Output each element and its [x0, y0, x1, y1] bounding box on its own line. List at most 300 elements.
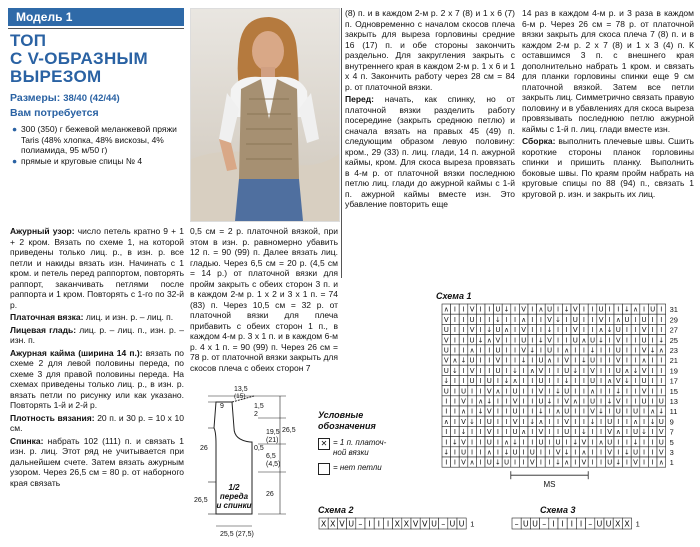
chart-cell [485, 355, 494, 365]
chart-cell [485, 406, 494, 416]
dim-15: (15) [234, 393, 246, 400]
svg-text:∧: ∧ [512, 377, 518, 386]
svg-text:I: I [514, 346, 517, 355]
svg-text:I: I [591, 448, 594, 457]
legend-title-1: Условные [318, 410, 364, 420]
empty-cell-icon [318, 463, 330, 475]
svg-text:I: I [600, 458, 603, 467]
chart-cell [648, 396, 657, 406]
svg-text:I: I [625, 458, 628, 467]
svg-text:U: U [495, 305, 501, 314]
chart-cell [588, 304, 597, 314]
svg-text:I: I [565, 315, 568, 324]
chart-cell [485, 345, 494, 355]
svg-text:∧: ∧ [581, 448, 587, 457]
svg-text:V: V [495, 356, 501, 365]
svg-text:V: V [461, 417, 466, 426]
chart-cell [657, 335, 666, 345]
chart-cell [588, 386, 597, 396]
azh-paragraph [10, 226, 184, 310]
svg-text:I: I [561, 519, 564, 529]
bullet-icon: ● [12, 155, 18, 166]
chart-cell [648, 416, 657, 426]
svg-text:U: U [469, 336, 475, 345]
svg-text:I: I [514, 315, 517, 324]
chart-cell [571, 386, 580, 396]
chart-cell [648, 426, 657, 436]
chart-cell [631, 335, 640, 345]
legend-item-1-text-a: = 1 п. платоч- [333, 438, 387, 447]
svg-text:↓: ↓ [503, 377, 510, 386]
dim-26a: 26 [200, 445, 208, 452]
chart-cell [648, 324, 657, 334]
svg-text:I: I [522, 377, 525, 386]
chart-cell [411, 518, 420, 529]
chart-cell [545, 375, 554, 385]
chart-cell [545, 345, 554, 355]
chart-cell [459, 335, 468, 345]
chart-cell [605, 447, 614, 457]
schema-1-grid [440, 302, 694, 502]
chart-cell [580, 355, 589, 365]
chart-cell [623, 324, 632, 334]
svg-text:V: V [615, 356, 621, 365]
chart-cell [511, 437, 520, 447]
chart-cell [605, 457, 614, 467]
svg-text:↓: ↓ [623, 448, 630, 457]
column-1-text [10, 226, 184, 490]
svg-text:∧: ∧ [624, 366, 630, 375]
col3-paragraph-1: (8) п. и в каждом 2-м р. 2 х 7 (8) и 1 х 6 (7) п. Одновременно с началом скосов плеча закрыть для выреза горловины средние 16 (17) п. и обе стороны закончить раздельно. Для закругления закрыть с внутреннего края в каждом 2-м р. 1 х 6 и 1 х 4 п. Закончить работу через 28 см = 84 р. от платочной вязки. [345, 8, 515, 92]
svg-text:I: I [522, 417, 525, 426]
chart-cell [631, 355, 640, 365]
svg-text:I: I [565, 326, 568, 335]
chart-cell [448, 518, 457, 529]
svg-text:U: U [650, 305, 656, 314]
svg-text:U: U [486, 438, 492, 447]
svg-text:I: I [514, 305, 517, 314]
svg-text:U: U [632, 448, 639, 457]
chart-cell [562, 447, 571, 457]
chart-cell [545, 304, 554, 314]
chart-cell [571, 324, 580, 334]
chart-cell [623, 457, 632, 467]
svg-text:I: I [591, 428, 594, 437]
chart-cell [528, 355, 537, 365]
chart-cell [356, 518, 365, 529]
chart-cell [657, 365, 666, 375]
svg-text:U: U [598, 305, 604, 314]
svg-text:U: U [495, 326, 501, 335]
svg-text:↓: ↓ [486, 397, 493, 406]
chart-cell [605, 355, 614, 365]
chart-cell [640, 375, 649, 385]
svg-text:I: I [574, 356, 577, 365]
svg-text:I: I [471, 397, 474, 406]
azh-text: число петель кратно 9 + 1 + 2 кром. Вязать по схеме 1, на которой приведены только лиц. р., в изн. р. все петли и накиды вязать изн. Начинать с 1 кром. и петель перед раппортом, повторять раппорт, заканчивать петлями после раппорта и 1 кром. Повторять с 1-го по 32-й р. [10, 226, 184, 310]
row-label: 29 [669, 315, 678, 325]
row-label: 17 [669, 376, 678, 386]
chart-cell [511, 386, 520, 396]
svg-text:↓: ↓ [649, 417, 656, 426]
chart-cell [623, 437, 632, 447]
svg-text:I: I [488, 305, 491, 314]
svg-text:V: V [572, 305, 578, 314]
chart-cell [631, 386, 640, 396]
svg-text:I: I [582, 346, 585, 355]
pered-text: начать, как спинку, но от платочной вязки разделить работу посередине (закрыть среднюю петлю) и сначала вязать на правых 45 (49) п. следующим образом левую половину: кром., 29 (33) п. лиц. глади, 14 п. ажурной каймы, кром. Для скоса выреза провязать в 4-м р. от платочной вязки последнюю петлю лиц. глади до ажурной каймы с 1-й п. ажурной каймы вместе изн. Это убавление повторить еще [345, 94, 515, 209]
chart-cell [562, 457, 571, 467]
chart-cell [537, 447, 546, 457]
chart-cell [476, 304, 485, 314]
svg-text:↓: ↓ [537, 407, 544, 416]
svg-text:U: U [658, 397, 664, 406]
materials-needles-row [12, 156, 178, 167]
materials-yarn-row [12, 124, 178, 156]
svg-text:I: I [522, 366, 525, 375]
row-label: 5 [669, 437, 674, 447]
chart-cell [494, 416, 503, 426]
chart-cell [451, 304, 460, 314]
svg-text:I: I [651, 428, 654, 437]
svg-text:I: I [471, 407, 474, 416]
svg-text:V: V [615, 397, 621, 406]
svg-text:I: I [479, 438, 482, 447]
svg-text:I: I [522, 448, 525, 457]
chart-cell [571, 345, 580, 355]
chart-cell [528, 406, 537, 416]
chart-cell [459, 365, 468, 375]
cross-cell-icon: ✕ [318, 438, 330, 450]
chart-cell [580, 447, 589, 457]
svg-text:U: U [589, 336, 596, 345]
chart-cell [451, 375, 460, 385]
chart-cell [588, 375, 597, 385]
svg-text:I: I [643, 458, 646, 467]
chart-cell [494, 324, 503, 334]
chart-cell [623, 426, 632, 436]
chart-cell [597, 457, 606, 467]
chart-cell [451, 447, 460, 457]
chart-cell [631, 396, 640, 406]
kaima-paragraph [10, 348, 184, 411]
svg-text:I: I [552, 519, 555, 529]
svg-text:I: I [634, 397, 637, 406]
svg-text:↓: ↓ [589, 346, 596, 355]
chart-cell [485, 314, 494, 324]
chart-cell [571, 406, 580, 416]
chart-cell [502, 386, 511, 396]
chart-cell [631, 406, 640, 416]
chart-cell [519, 406, 528, 416]
chart-cell [588, 335, 597, 345]
chart-cell [528, 416, 537, 426]
chart-cell [459, 396, 468, 406]
chart-cell [657, 355, 666, 365]
svg-text:I: I [651, 326, 654, 335]
svg-text:∧: ∧ [641, 356, 647, 365]
chart-cell [571, 365, 580, 375]
chart-cell [549, 518, 558, 529]
svg-text:V: V [641, 326, 647, 335]
chart-cell [614, 426, 623, 436]
chart-cell [519, 355, 528, 365]
svg-text:I: I [651, 315, 654, 324]
chart-cell [614, 406, 623, 416]
chart-cell [459, 457, 468, 467]
svg-text:I: I [505, 336, 508, 345]
chart-cell [459, 426, 468, 436]
chart-cell [571, 314, 580, 324]
svg-text:I: I [570, 519, 573, 529]
svg-text:I: I [643, 417, 646, 426]
chart-cell [451, 396, 460, 406]
svg-text:I: I [471, 428, 474, 437]
svg-text:V: V [521, 305, 527, 314]
chart-cell [476, 396, 485, 406]
svg-text:I: I [462, 305, 465, 314]
chart-cell [604, 518, 613, 529]
svg-text:∧: ∧ [486, 336, 492, 345]
chart-cell [595, 518, 604, 529]
chart-cell [468, 406, 477, 416]
svg-text:V: V [538, 428, 544, 437]
svg-text:I: I [600, 366, 603, 375]
svg-text:I: I [531, 326, 534, 335]
svg-text:I: I [445, 428, 448, 437]
svg-text:U: U [443, 326, 449, 335]
sizes-value: 38/40 (42/44) [63, 93, 120, 104]
svg-text:V: V [412, 519, 419, 529]
chart-cell [562, 416, 571, 426]
chart-cell [502, 375, 511, 385]
svg-text:U: U [564, 366, 570, 375]
chart-cell [640, 437, 649, 447]
chart-cell [640, 304, 649, 314]
svg-text:V: V [538, 387, 544, 396]
chart-cell [588, 416, 597, 426]
svg-text:I: I [557, 366, 560, 375]
chart-cell [468, 426, 477, 436]
chart-cell [468, 345, 477, 355]
chart-cell [494, 406, 503, 416]
kaima-text: вязать по схеме 2 для левой половины переда, по схеме 3 для правой половины переда. На схемах приведены только лиц. р., в изн. р. вязать петли по рисунку или как указано. Повторять 1-й и 2-й р. [10, 347, 184, 410]
svg-text:V: V [443, 315, 449, 324]
chart-cell [494, 365, 503, 375]
chart-cell [442, 314, 451, 324]
svg-text:∧: ∧ [469, 346, 475, 355]
chart-cell [648, 365, 657, 375]
svg-text:U: U [572, 336, 578, 345]
chart-cell [511, 314, 520, 324]
svg-text:U: U [605, 519, 612, 529]
chart-cell [519, 314, 528, 324]
chart-cell [537, 396, 546, 406]
svg-text:I: I [600, 356, 603, 365]
svg-text:I: I [625, 407, 628, 416]
svg-text:I: I [608, 336, 611, 345]
svg-text:U: U [460, 387, 467, 396]
svg-text:↓: ↓ [563, 448, 570, 457]
svg-text:I: I [625, 387, 628, 396]
dim-13-5: 13,5 [234, 386, 248, 393]
svg-text:↓: ↓ [649, 346, 656, 355]
svg-text:U: U [495, 346, 501, 355]
svg-text:U: U [532, 519, 538, 529]
svg-text:I: I [453, 346, 456, 355]
chart-cell [640, 365, 649, 375]
column-3-text [345, 8, 515, 212]
svg-text:I: I [488, 315, 491, 324]
svg-text:U: U [538, 438, 544, 447]
svg-text:↓: ↓ [512, 438, 519, 447]
svg-text:I: I [445, 438, 448, 447]
chart-cell [588, 365, 597, 375]
chart-cell [328, 518, 337, 529]
chart-cell [494, 426, 503, 436]
chart-cell [614, 365, 623, 375]
svg-text:I: I [600, 417, 603, 426]
svg-text:↓: ↓ [615, 387, 622, 396]
column-2-text [190, 226, 338, 375]
title-line-2: С V-ОБРАЗНЫМ [10, 49, 148, 68]
svg-text:I: I [445, 458, 448, 467]
chart-cell [597, 375, 606, 385]
svg-text:I: I [651, 356, 654, 365]
svg-text:I: I [591, 315, 594, 324]
svg-text:V: V [607, 448, 613, 457]
svg-text:I: I [471, 387, 474, 396]
chart-cell [562, 386, 571, 396]
svg-text:V: V [641, 387, 647, 396]
chart-cell [537, 314, 546, 324]
chart-cell [640, 335, 649, 345]
svg-text:↓: ↓ [589, 417, 596, 426]
chart-cell [588, 406, 597, 416]
svg-text:I: I [579, 519, 583, 529]
svg-text:U: U [607, 458, 613, 467]
chart-cell [451, 457, 460, 467]
svg-text:I: I [643, 448, 646, 457]
svg-text:V: V [641, 346, 647, 355]
svg-text:I: I [582, 387, 585, 396]
chart-cell [657, 314, 666, 324]
chart-cell [502, 396, 511, 406]
svg-text:↓: ↓ [494, 315, 501, 324]
chart-cell [528, 345, 537, 355]
chart-cell [597, 396, 606, 406]
svg-text:I: I [617, 438, 620, 447]
svg-text:∧: ∧ [538, 417, 544, 426]
chart-cell [459, 355, 468, 365]
chart-cell [648, 345, 657, 355]
svg-text:V: V [633, 458, 638, 467]
chart-cell [442, 335, 451, 345]
svg-text:I: I [505, 387, 508, 396]
chart-cell [451, 365, 460, 375]
chart-cell [476, 457, 485, 467]
svg-text:U: U [615, 326, 621, 335]
chart-cell [502, 304, 511, 314]
svg-text:I: I [539, 458, 542, 467]
col4-paragraph-1: 14 раз в каждом 4-м р. и 3 раза в каждом 6-м р. Через 26 см = 78 р. от платочной вязки закрыть для скоса плеча 7 (8) п. и в каждом 2-м р. 2 х 7 (8) и 1 х 3 (4) п. К оставшимся 3 п. с внешнего края дополнительно набрать 1 кром. и связать для планки горловины спинки еще 9 см платочной вязкой. Затем все петли закрыть лиц. Симметрично связать правую половину и в убавлениях для скоса выреза провязывать последнюю петлю ажурной каймы с 1-й п. лиц. глади вместе изн. [522, 8, 694, 134]
chart-cell [494, 386, 503, 396]
svg-text:I: I [660, 305, 663, 314]
svg-text:U: U [431, 519, 437, 529]
svg-text:U: U [443, 366, 449, 375]
chart-cell [597, 345, 606, 355]
svg-text:↓: ↓ [580, 428, 587, 437]
chart-cell [657, 457, 666, 467]
svg-text:V: V [486, 407, 492, 416]
chart-cell [485, 375, 494, 385]
chart-cell [623, 345, 632, 355]
row-label: 25 [669, 335, 678, 345]
svg-text:I: I [531, 315, 534, 324]
svg-text:↓: ↓ [546, 397, 553, 406]
chart-cell [442, 345, 451, 355]
svg-text:I: I [505, 346, 508, 355]
svg-text:∧: ∧ [598, 438, 604, 447]
legend-item-2 [318, 463, 428, 475]
row-label: 23 [669, 346, 678, 355]
chart-cell [528, 375, 537, 385]
chart-cell [545, 324, 554, 334]
chart-cell [597, 365, 606, 375]
spin-paragraph [10, 436, 184, 489]
svg-text:I: I [591, 305, 594, 314]
chart-cell [622, 518, 631, 529]
svg-text:I: I [488, 366, 491, 375]
chart-cell [614, 447, 623, 457]
dim-4-5: (4,5) [266, 461, 281, 468]
svg-text:I: I [479, 315, 482, 324]
row-label: 1 [470, 519, 475, 529]
chart-cell [485, 304, 494, 314]
svg-text:↓: ↓ [537, 336, 544, 345]
chart-cell [502, 437, 511, 447]
svg-text:V: V [547, 336, 552, 345]
sborka-text: выполнить плечевые швы. Сшить короткие стороны планок горловины спинки и пришить планку. Выполнить боковые швы. По краям пройм набрать на круговые спицы по 88 (94) п., связать 1 круговой р. изн. и закрыть их лиц. [522, 136, 694, 199]
chart-cell [640, 396, 649, 406]
chart-cell [459, 375, 468, 385]
svg-text:I: I [634, 326, 637, 335]
chart-cell [537, 304, 546, 314]
chart-cell [476, 386, 485, 396]
svg-text:I: I [496, 377, 499, 386]
svg-text:I: I [634, 356, 637, 365]
svg-text:↓: ↓ [615, 458, 622, 467]
sizes [10, 92, 120, 105]
svg-text:X: X [403, 519, 410, 529]
chart-cell [631, 437, 640, 447]
svg-text:I: I [496, 448, 499, 457]
chart-cell [640, 406, 649, 416]
piece-label-2: переда [219, 492, 249, 501]
svg-text:I: I [496, 438, 499, 447]
svg-text:V: V [572, 326, 578, 335]
chart-cell [537, 335, 546, 345]
chart-cell [614, 437, 623, 447]
chart-cell [623, 375, 632, 385]
chart-cell [640, 386, 649, 396]
chart-cell [537, 375, 546, 385]
svg-text:I: I [539, 346, 542, 355]
dim-26-5b: 26,5 [194, 497, 208, 504]
chart-cell [562, 375, 571, 385]
svg-text:I: I [471, 438, 474, 447]
svg-text:U: U [658, 438, 664, 447]
